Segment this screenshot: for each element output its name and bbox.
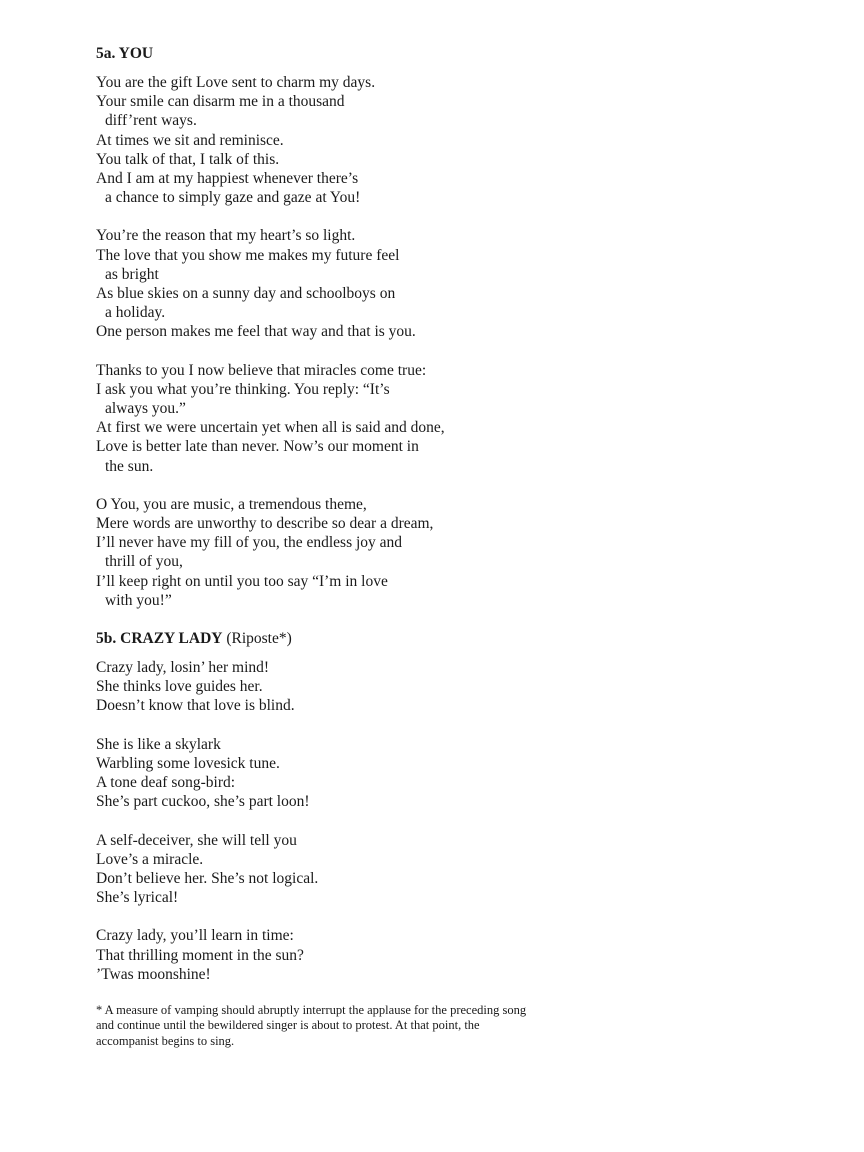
lyric-line: thrill of you, <box>105 553 183 571</box>
lyric-line: Doesn’t know that love is blind. <box>96 697 295 715</box>
stanza <box>96 926 816 984</box>
lyric-line: Warbling some lovesick tune. <box>96 754 280 772</box>
lyric-line: as bright <box>105 265 159 283</box>
lyric-line: You’re the reason that my heart’s so light. <box>96 227 356 245</box>
lyric-line: Don’t believe her. She’s not logical. <box>96 869 319 887</box>
stanza <box>96 73 816 207</box>
lyric-line: One person makes me feel that way and that is you. <box>96 323 416 341</box>
stanza <box>96 831 816 908</box>
lyric-line: As blue skies on a sunny day and schoolboys on <box>96 285 396 303</box>
lyric-line: You are the gift Love sent to charm my days. <box>96 74 376 91</box>
lyric-line: And I am at my happiest whenever there’s <box>96 170 359 188</box>
lyric-line: Crazy lady, you’ll learn in time: <box>96 927 294 945</box>
song-title <box>96 629 816 648</box>
lyric-line: with you!” <box>105 591 172 609</box>
lyric-line: Thanks to you I now believe that miracles come true: <box>96 361 427 379</box>
lyric-line: Love’s a miracle. <box>96 850 204 868</box>
lyric-line: You talk of that, I talk of this. <box>96 150 280 168</box>
lyric-line: She thinks love guides her. <box>96 678 263 696</box>
lyric-line: At times we sit and reminisce. <box>96 131 284 149</box>
lyric-line: I’ll never have my fill of you, the endless joy and <box>96 534 403 552</box>
lyric-line: She is like a skylark <box>96 735 221 753</box>
song-body <box>96 658 816 984</box>
stanza <box>96 495 816 610</box>
lyric-line: Mere words are unworthy to describe so dear a dream, <box>96 515 434 533</box>
lyric-line: always you.” <box>105 400 186 418</box>
lyric-line: A tone deaf song-bird: <box>96 774 236 792</box>
lyric-line: diff’rent ways. <box>105 112 197 130</box>
song-body <box>96 73 816 610</box>
lyric-line: The love that you show me makes my future feel <box>96 246 400 264</box>
lyric-line: the sun. <box>105 457 154 475</box>
lyric-line: A self-deceiver, she will tell you <box>96 831 297 849</box>
lyric-line: She’s lyrical! <box>96 889 179 907</box>
lyric-line: a chance to simply gaze and gaze at You! <box>105 189 361 207</box>
lyric-line: Love is better late than never. Now’s our moment in <box>96 438 419 456</box>
song-title <box>96 44 816 63</box>
stanza <box>96 226 816 341</box>
stanza <box>96 361 816 476</box>
song-title-text: 5a. YOU <box>96 45 154 62</box>
lyric-line: ’Twas moonshine! <box>96 965 211 983</box>
lyric-line: Crazy lady, losin’ her mind! <box>96 659 270 677</box>
song-you <box>96 44 816 610</box>
stanza <box>96 735 816 812</box>
lyric-line: O You, you are music, a tremendous theme, <box>96 495 367 513</box>
lyric-line: That thrilling moment in the sun? <box>96 946 304 964</box>
song-crazy-lady <box>96 629 816 984</box>
lyrics-page <box>96 44 816 1049</box>
lyric-line: a holiday. <box>105 304 166 322</box>
lyric-line: I’ll keep right on until you too say “I’m in love <box>96 572 388 590</box>
lyric-line: Your smile can disarm me in a thousand <box>96 93 345 111</box>
lyric-line: She’s part cuckoo, she’s part loon! <box>96 793 310 811</box>
stanza <box>96 658 816 716</box>
lyric-line: At first we were uncertain yet when all is said and done, <box>96 419 445 437</box>
song-title-text: 5b. CRAZY LADY <box>96 630 223 648</box>
footnote: * A measure of vamping should abruptly interrupt the applause for the preceding song and continue until the bewildered singer is about to protest. At that point, the accompanist begins to sing. <box>96 1002 527 1048</box>
lyric-line: I ask you what you’re thinking. You reply: “It’s <box>96 380 390 398</box>
song-subtitle: (Riposte*) <box>226 630 292 648</box>
